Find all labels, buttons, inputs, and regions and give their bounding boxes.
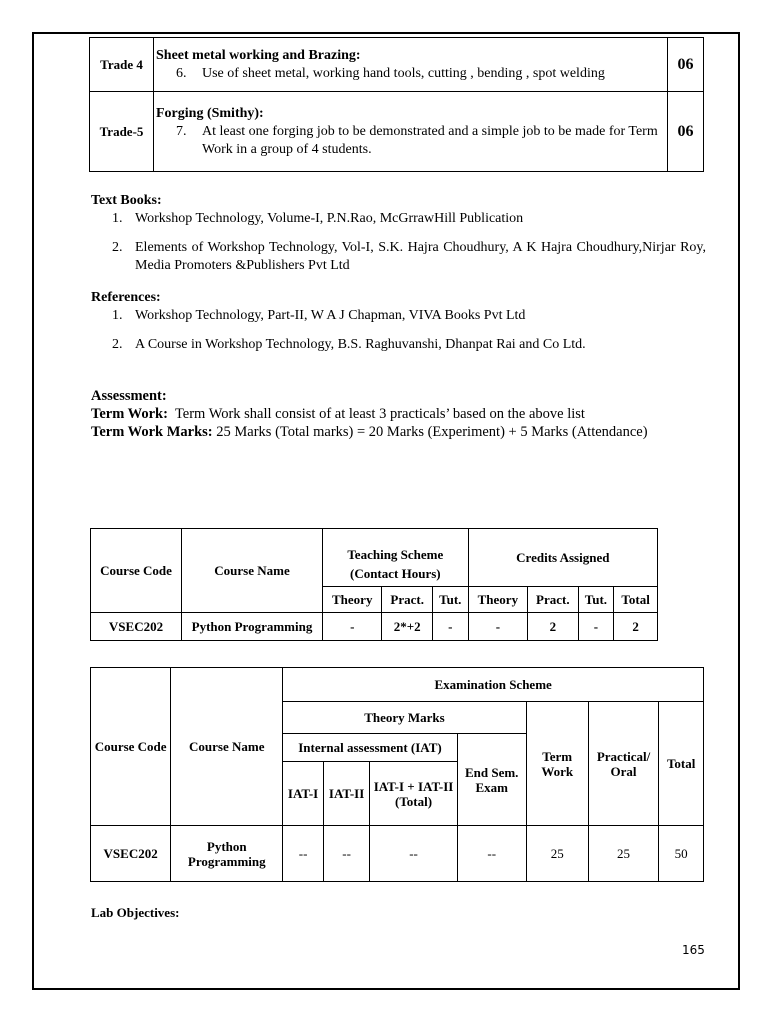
header-course-name: Course Name [171, 668, 283, 826]
table-cell: 2 [614, 613, 658, 641]
subheader-cell: Tut. [432, 587, 468, 613]
header-theory-marks: Theory Marks [283, 702, 526, 734]
table-cell: - [323, 613, 382, 641]
header-iat-1: IAT-I [283, 762, 324, 826]
table-cell: 25 [526, 826, 588, 882]
references-heading: References: [91, 290, 161, 305]
header-term-work: Term Work [526, 702, 588, 826]
table-cell: 25 [588, 826, 659, 882]
exam-table [90, 667, 704, 882]
trade-description [154, 92, 668, 172]
table-cell: Python Programming [171, 826, 283, 882]
subheader-cell: Tut. [578, 587, 614, 613]
subheader-cell: Theory [323, 587, 382, 613]
header-internal-assessment: Internal assessment (IAT) [283, 734, 458, 762]
header-iat-total: IAT-I + IAT-II (Total) [370, 762, 457, 826]
table-cell: 2 [528, 613, 578, 641]
trades-table [89, 37, 704, 172]
table-cell: -- [323, 826, 369, 882]
table-row [90, 92, 704, 172]
item-number: 6. [176, 65, 187, 81]
item-number: 1. [112, 308, 123, 323]
lab-objectives-heading: Lab Objectives: [91, 905, 180, 920]
term-work-marks-label: Term Work Marks: [91, 424, 213, 440]
trade-item [156, 123, 665, 159]
table-cell: Python Programming [182, 613, 323, 641]
table-cell: VSEC202 [91, 613, 182, 641]
references-list [91, 307, 706, 354]
item-number: 7. [176, 123, 187, 139]
header-total: Total [659, 702, 704, 826]
term-work-text: Term Work shall consist of at least 3 practicals’ based on the above list [174, 406, 585, 422]
list-item [91, 307, 706, 325]
table-cell: - [432, 613, 468, 641]
course-table [90, 528, 658, 641]
header-course-name: Course Name [182, 529, 323, 613]
item-text: Use of sheet metal, working hand tools, cutting , bending , spot welding [202, 65, 605, 81]
table-cell: VSEC202 [91, 826, 171, 882]
item-text: Workshop Technology, Volume-I, P.N.Rao, McGrrawHill Publication [135, 211, 524, 226]
subheader-cell: Total [614, 587, 658, 613]
trade-hours: 06 [668, 38, 704, 92]
header-credits-assigned: Credits Assigned [468, 529, 657, 587]
header-examination-scheme: Examination Scheme [283, 668, 704, 702]
assessment-section [91, 387, 706, 441]
list-item [91, 210, 706, 228]
header-iat-2: IAT-II [323, 762, 369, 826]
assessment-heading: Assessment: [91, 388, 167, 404]
subheader-cell: Theory [468, 587, 527, 613]
table-cell: -- [457, 826, 526, 882]
table-cell: - [578, 613, 614, 641]
item-text: A Course in Workshop Technology, B.S. Raghuvanshi, Dhanpat Rai and Co Ltd. [135, 337, 586, 352]
header-course-code: Course Code [91, 529, 182, 613]
trade-name: Trade-5 [90, 92, 154, 172]
text-books-section [91, 192, 706, 275]
item-text: Workshop Technology, Part-II, W A J Chapman, VIVA Books Pvt Ltd [135, 308, 526, 323]
header-end-sem-exam: End Sem. Exam [457, 734, 526, 826]
table-row [91, 668, 704, 702]
item-text: Elements of Workshop Technology, Vol-I, S.K. Hajra Choudhury, A K Hajra Choudhury,Nirjar Roy, Media Promoters &Publishers Pvt Ltd [135, 240, 706, 273]
trade-item [156, 65, 665, 83]
trade-heading: Forging (Smithy): [156, 105, 264, 121]
table-row [91, 613, 658, 641]
trade-name: Trade 4 [90, 38, 154, 92]
table-row [91, 529, 658, 563]
term-work-label: Term Work: [91, 406, 168, 422]
term-work-marks-text: 25 Marks (Total marks) = 20 Marks (Experiment) + 5 Marks (Attendance) [216, 424, 648, 440]
item-text: At least one forging job to be demonstrated and a simple job to be made for Term Work in a group of 4 students. [202, 123, 658, 157]
text-books-list [91, 210, 706, 275]
table-cell: -- [283, 826, 324, 882]
list-item [91, 336, 706, 354]
table-row [91, 826, 704, 882]
header-contact-hours: (Contact Hours) [323, 563, 469, 587]
item-number: 2. [112, 240, 123, 255]
table-cell: 50 [659, 826, 704, 882]
header-course-code: Course Code [91, 668, 171, 826]
table-row [90, 38, 704, 92]
trade-heading: Sheet metal working and Brazing: [156, 47, 361, 63]
header-practical-oral: Practical/ Oral [588, 702, 659, 826]
subheader-cell: Pract. [382, 587, 432, 613]
table-cell: 2*+2 [382, 613, 432, 641]
term-work-marks-line [91, 423, 706, 441]
trade-description [154, 38, 668, 92]
text-books-heading: Text Books: [91, 193, 162, 208]
references-section [91, 289, 706, 354]
item-number: 2. [112, 337, 123, 352]
list-item [91, 239, 706, 275]
item-number: 1. [112, 211, 123, 226]
page-number: 165 [682, 943, 705, 957]
subheader-cell: Pract. [528, 587, 578, 613]
trade-hours: 06 [668, 92, 704, 172]
term-work-line [91, 405, 706, 423]
table-cell: - [468, 613, 527, 641]
header-teaching-scheme: Teaching Scheme [323, 529, 469, 563]
table-cell: -- [370, 826, 457, 882]
